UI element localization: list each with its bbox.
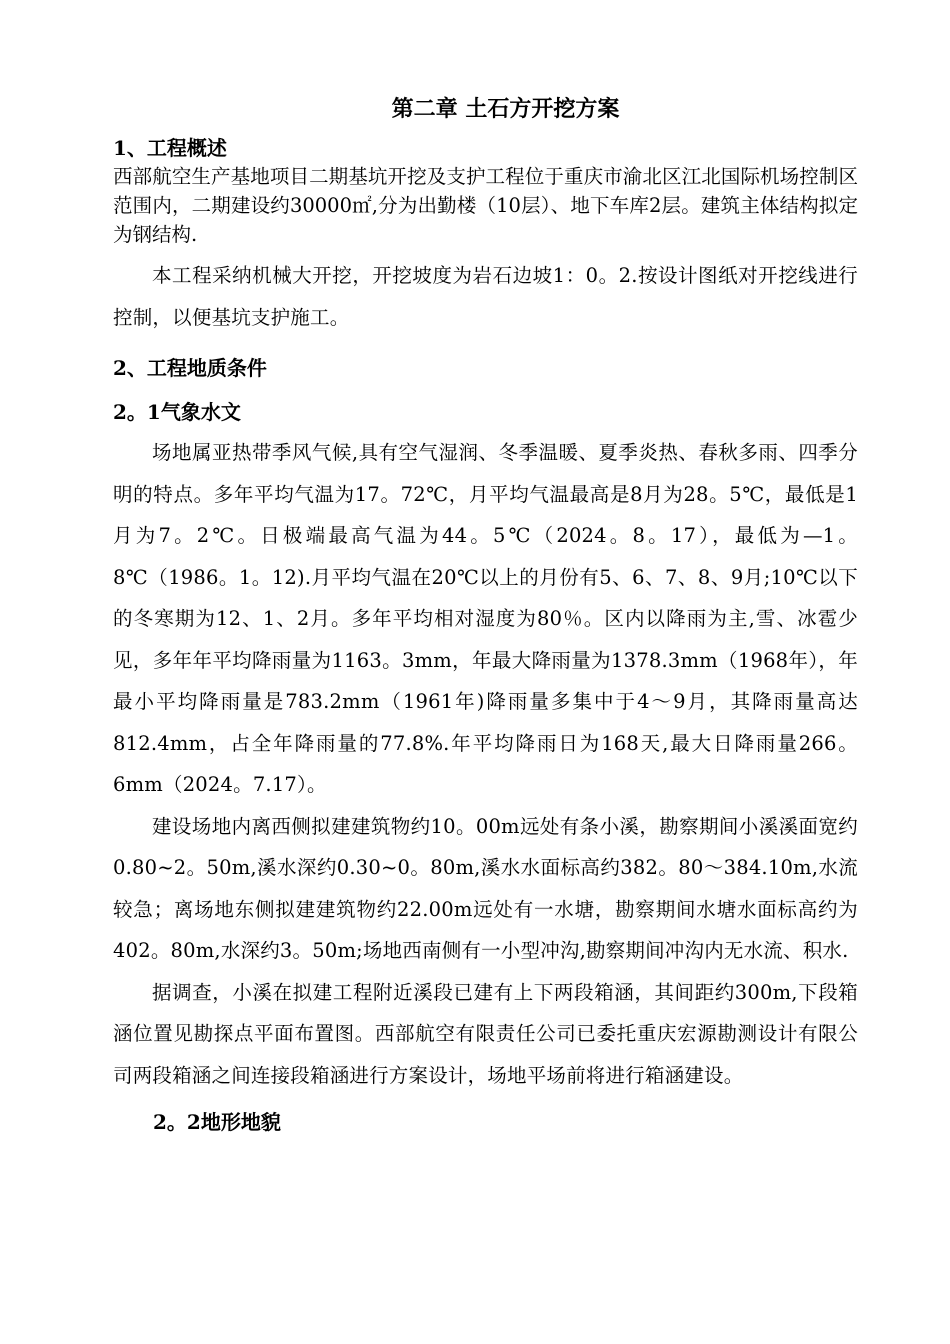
subsection-heading-climate: 2。1气象水文 [113, 400, 241, 424]
climate-paragraph-1: 场地属亚热带季风气候,具有空气湿润、冬季温暖、夏季炎热、春秋多雨、四季分明的特点。多年平均气温为17。72℃，月平均气温最高是8月为28。5℃，最低是1月为7。2℃。日极端最高气温为44。5℃（2024。8。17），最低为—1。8℃（1986。1。12).月平均气温在20℃以上的月份有5、6、7、8、9月;10℃以下的冬寒期为12、1、2月。多年平均相对湿度为80％。区内以降雨为主,雪、冰雹少见，多年年平均降雨量为1163。3mm，年最大降雨量为1378.3mm（1968年），年最小平均降雨量是783.2mm（1961年)降雨量多集中于4～9月，其降雨量高达812.4mm，占全年降雨量的77.8%.年平均降雨日为168天,最大日降雨量266。6mm（2024。7.17）。 [113, 441, 858, 796]
section-heading-overview: 1、工程概述 [113, 136, 227, 160]
subsection-heading-terrain: 2。2地形地貌 [153, 1110, 281, 1134]
climate-paragraph-3: 据调查，小溪在拟建工程附近溪段已建有上下两段箱涵，其间距约300m,下段箱涵位置见勘探点平面布置图。西部航空有限责任公司已委托重庆宏源勘测设计有限公司两段箱涵之间连接段箱涵进行方案设计，场地平场前将进行箱涵建设。 [113, 980, 858, 1087]
section-heading-geology: 2、工程地质条件 [113, 356, 267, 380]
overview-paragraph-2: 本工程采纳机械大开挖，开挖坡度为岩石边坡1：0。2.按设计图纸对开挖线进行控制，以便基坑支护施工。 [113, 264, 858, 329]
overview-paragraph-1: 西部航空生产基地项目二期基坑开挖及支护工程位于重庆市渝北区江北国际机场控制区范围内，二期建设约30000㎡,分为出勤楼（10层）、地下车库2层。建筑主体结构拟定为钢结构. [113, 165, 858, 246]
climate-paragraph-2: 建设场地内离西侧拟建建筑物约10。00m远处有条小溪，勘察期间小溪溪面宽约0.80~2。50m,溪水深约0.30~0。80m,溪水水面标高约382。80～384.10m,水流较急；离场地东侧拟建建筑物约22.00m远处有一水塘，勘察期间水塘水面标高约为402。80m,水深约3。50m;场地西南侧有一小型冲沟,勘察期间冲沟内无水流、积水. [113, 814, 858, 962]
chapter-title: 第二章 土石方开挖方案 [391, 96, 620, 122]
